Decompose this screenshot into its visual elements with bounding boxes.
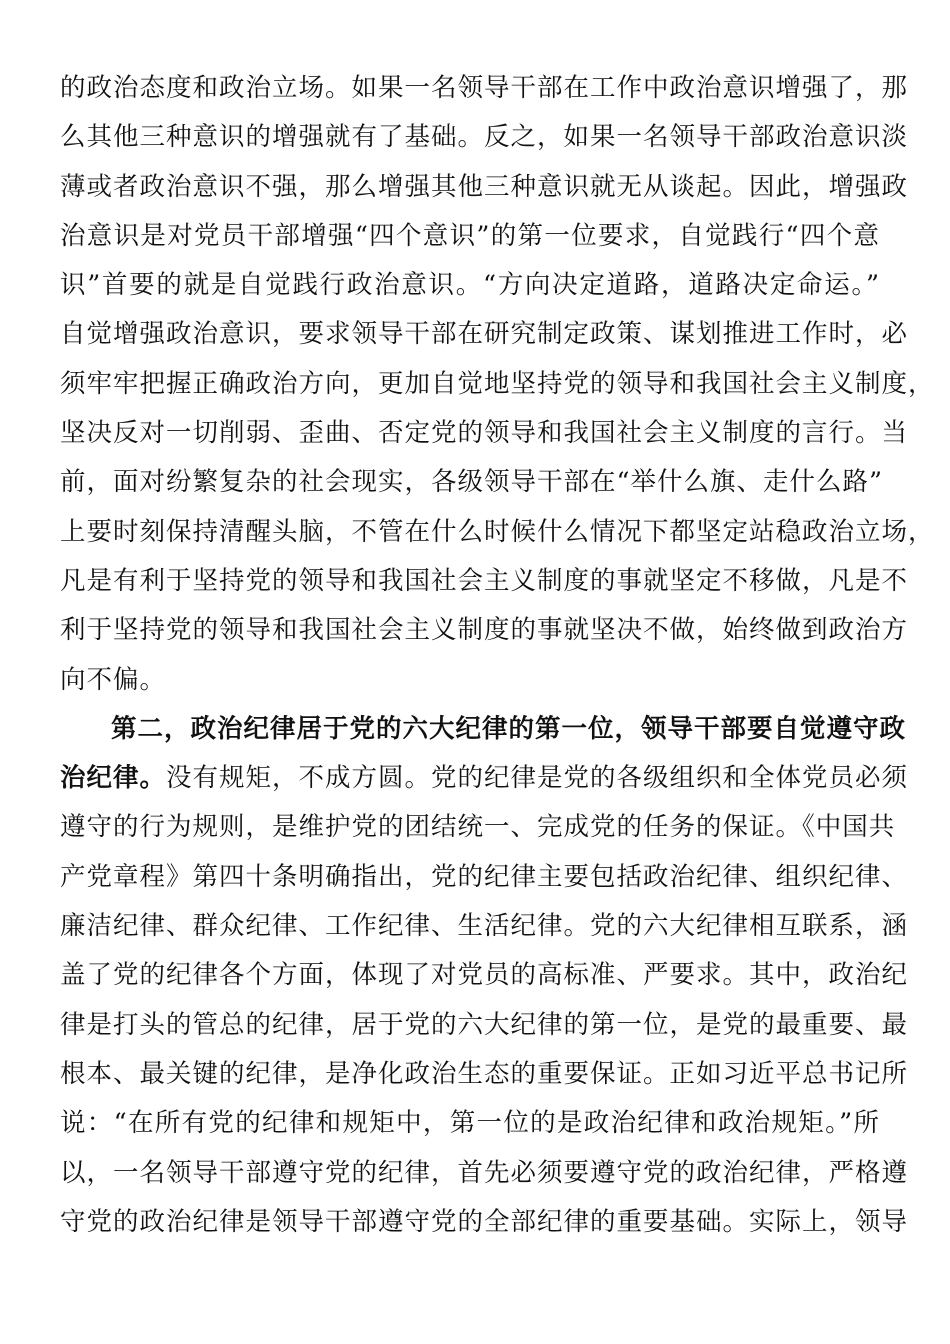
text-line: 坚决反对一切削弱、歪曲、否定党的领导和我国社会主义制度的言行。当 [60, 418, 909, 449]
text-line: 产党章程》第四十条明确指出，党的纪律主要包括政治纪律、组织纪律、 [60, 861, 909, 892]
text-line [60, 754, 909, 803]
text-line: 向不偏。 [60, 664, 167, 695]
text-line: 守党的政治纪律是领导干部遵守党的全部纪律的重要基础。实际上，领导 [60, 1206, 909, 1237]
section-heading-end: 治纪律。 [60, 763, 167, 794]
text-line: 的政治态度和政治立场。如果一名领导干部在工作中政治意识增强了，那 [60, 73, 909, 103]
text-line: 治意识是对党员干部增强“四个意识”的第一位要求，自觉践行“四个意 [60, 220, 880, 251]
text-line: 么其他三种意识的增强就有了基础。反之，如果一名领导干部政治意识淡 [60, 122, 909, 153]
text-line: 根本、最关键的纪律，是净化政治生态的重要保证。正如习近平总书记所 [60, 1058, 909, 1089]
paragraph-political-discipline [60, 705, 909, 1247]
text-line: 说：“在所有党的纪律和规矩中，第一位的是政治纪律和政治规矩。”所 [60, 1108, 880, 1139]
text-span: 没有规矩，不成方圆。党的纪律是党的各级组织和全体党员必须 [166, 763, 909, 794]
text-line: 律是打头的管总的纪律，居于党的六大纪律的第一位，是党的最重要、最 [60, 1009, 909, 1040]
text-line: 识”首要的就是自觉践行政治意识。“方向决定道路，道路决定命运。” [60, 270, 880, 301]
text-line: 盖了党的纪律各个方面，体现了对党员的高标准、严要求。其中，政治纪 [60, 960, 909, 991]
text-line: 遵守的行为规则，是维护党的团结统一、完成党的任务的保证。《中国共 [60, 812, 896, 843]
text-line: 前，面对纷繁复杂的社会现实，各级领导干部在“举什么旗、走什么路” [60, 467, 884, 498]
section-heading: 第二，政治纪律居于党的六大纪律的第一位，领导干部要自觉遵守政 [111, 713, 907, 744]
text-line: 利于坚持党的领导和我国社会主义制度的事就坚决不做，始终做到政治方 [60, 615, 909, 646]
text-line: 凡是有利于坚持党的领导和我国社会主义制度的事就坚定不移做，凡是不 [60, 565, 909, 596]
paragraph-political-awareness [60, 64, 935, 705]
text-line: 廉洁纪律、群众纪律、工作纪律、生活纪律。党的六大纪律相互联系，涵 [60, 911, 909, 942]
document-page [60, 64, 935, 1247]
text-line: 自觉增强政治意识，要求领导干部在研究制定政策、谋划推进工作时，必 [60, 319, 909, 350]
text-line: 以，一名领导干部遵守党的纪律，首先必须要遵守党的政治纪律，严格遵 [60, 1157, 909, 1188]
text-line: 须牢牢把握正确政治方向，更加自觉地坚持党的领导和我国社会主义制度， [60, 368, 935, 399]
text-line: 薄或者政治意识不强，那么增强其他三种意识就无从谈起。因此，增强政 [60, 171, 909, 202]
text-line: 上要时刻保持清醒头脑，不管在什么时候什么情况下都坚定站稳政治立场， [60, 516, 935, 547]
